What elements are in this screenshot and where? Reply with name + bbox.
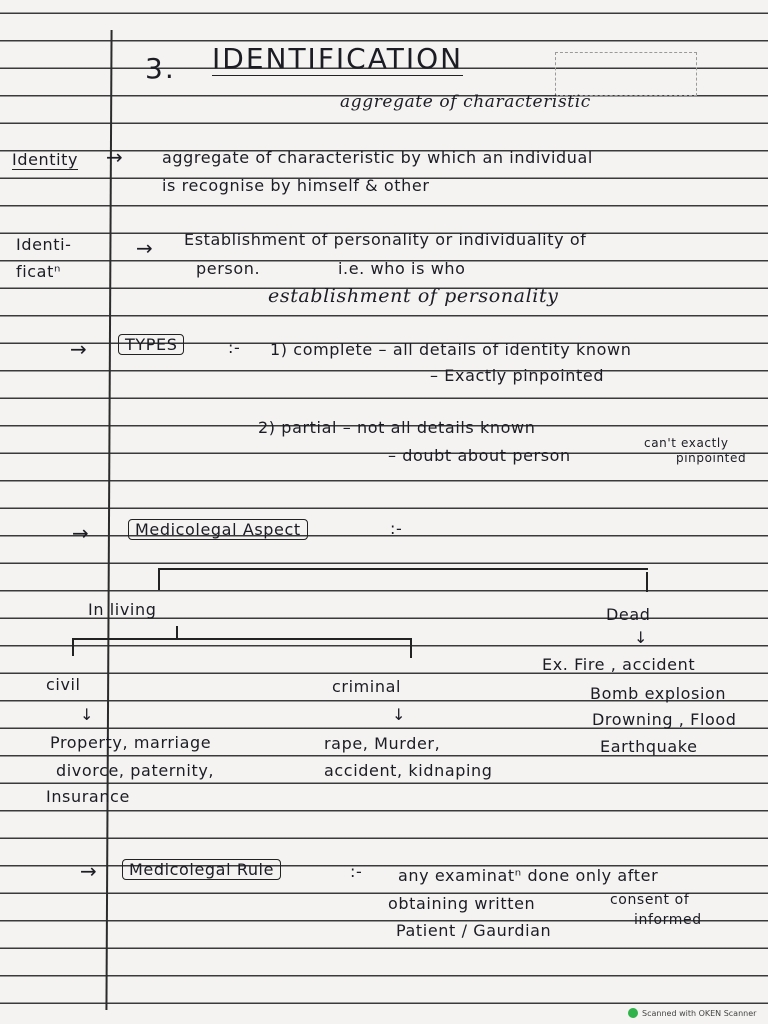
aspect-tree-left: [158, 568, 160, 590]
rule-line2: obtaining written: [388, 894, 536, 913]
margin-line: [105, 30, 112, 1010]
identification-term-line1: Identi-: [16, 235, 72, 254]
dead-item-2: Bomb explosion: [590, 684, 727, 703]
identification-cursive: establishment of personality: [268, 285, 559, 307]
rule-line1: any examinatⁿ done only after: [398, 866, 659, 885]
identification-def-line2: person.: [196, 259, 261, 278]
identification-arrow: →: [136, 236, 154, 260]
dead-arrow: ↓: [634, 628, 649, 647]
type-complete: 1) complete – all details of identity known: [270, 340, 632, 359]
type-complete-sub: – Exactly pinpointed: [430, 366, 605, 385]
living-tree-left: [72, 638, 74, 656]
dead-item-1: Ex. Fire , accident: [542, 655, 696, 674]
rule-label: Medicolegal Rule: [122, 859, 281, 880]
rule-sep: :-: [350, 862, 363, 881]
rule-informed: informed: [634, 912, 702, 928]
civil-item-3: Insurance: [46, 787, 130, 806]
type-partial-note: can't exactly: [644, 436, 729, 450]
aspect-label: Medicolegal Aspect: [128, 519, 308, 540]
identity-def-line2: is recognise by himself & other: [162, 176, 430, 195]
civil-label: civil: [46, 675, 81, 694]
identification-term-line2: ficatⁿ: [16, 262, 61, 281]
rule-consent: consent of: [610, 892, 690, 908]
identification-ie: i.e. who is who: [338, 259, 466, 278]
aspect-tree-right: [646, 572, 648, 592]
identification-def-line1: Establishment of personality or individuality of: [184, 230, 587, 249]
types-sep: :-: [228, 338, 241, 357]
living-tree-top: [72, 638, 412, 640]
rule-arrow: →: [80, 859, 98, 883]
page-subtitle: aggregate of characteristic: [340, 92, 591, 112]
living-tree-right: [410, 638, 412, 658]
aspect-tree-top: [158, 568, 648, 570]
types-label: TYPES: [118, 334, 184, 355]
criminal-item-2: accident, kidnaping: [324, 761, 493, 780]
criminal-label: criminal: [332, 677, 402, 696]
rule-line3: Patient / Gaurdian: [396, 921, 552, 940]
scanner-watermark: [628, 1008, 756, 1018]
heading-number: 3.: [145, 52, 176, 85]
scanner-logo-icon: [628, 1008, 638, 1018]
civil-arrow: ↓: [80, 705, 95, 724]
dead-label: Dead: [606, 605, 651, 624]
page-title: IDENTIFICATION: [212, 42, 464, 75]
criminal-item-1: rape, Murder,: [324, 734, 441, 753]
scanner-watermark-text: Scanned with OKEN Scanner: [642, 1008, 757, 1018]
aspect-sep: :-: [390, 519, 403, 538]
type-partial-note2: pinpointed: [676, 451, 747, 465]
type-partial: 2) partial – not all details known: [258, 418, 536, 437]
identity-def-line1: aggregate of characteristic by which an individual: [162, 148, 593, 167]
dead-item-3: Drowning , Flood: [592, 710, 737, 729]
scan-artifact-box: [555, 52, 697, 96]
aspect-arrow: →: [72, 521, 90, 545]
identity-term: Identity: [12, 150, 79, 169]
dead-item-4: Earthquake: [600, 737, 698, 756]
types-arrow: →: [70, 337, 88, 361]
living-label: In living: [88, 600, 157, 619]
living-tree-stem: [176, 626, 178, 638]
type-partial-sub: – doubt about person: [388, 446, 571, 465]
civil-item-1: Property, marriage: [50, 733, 212, 752]
criminal-arrow: ↓: [392, 705, 407, 724]
identity-arrow: →: [106, 145, 124, 169]
civil-item-2: divorce, paternity,: [56, 761, 215, 780]
